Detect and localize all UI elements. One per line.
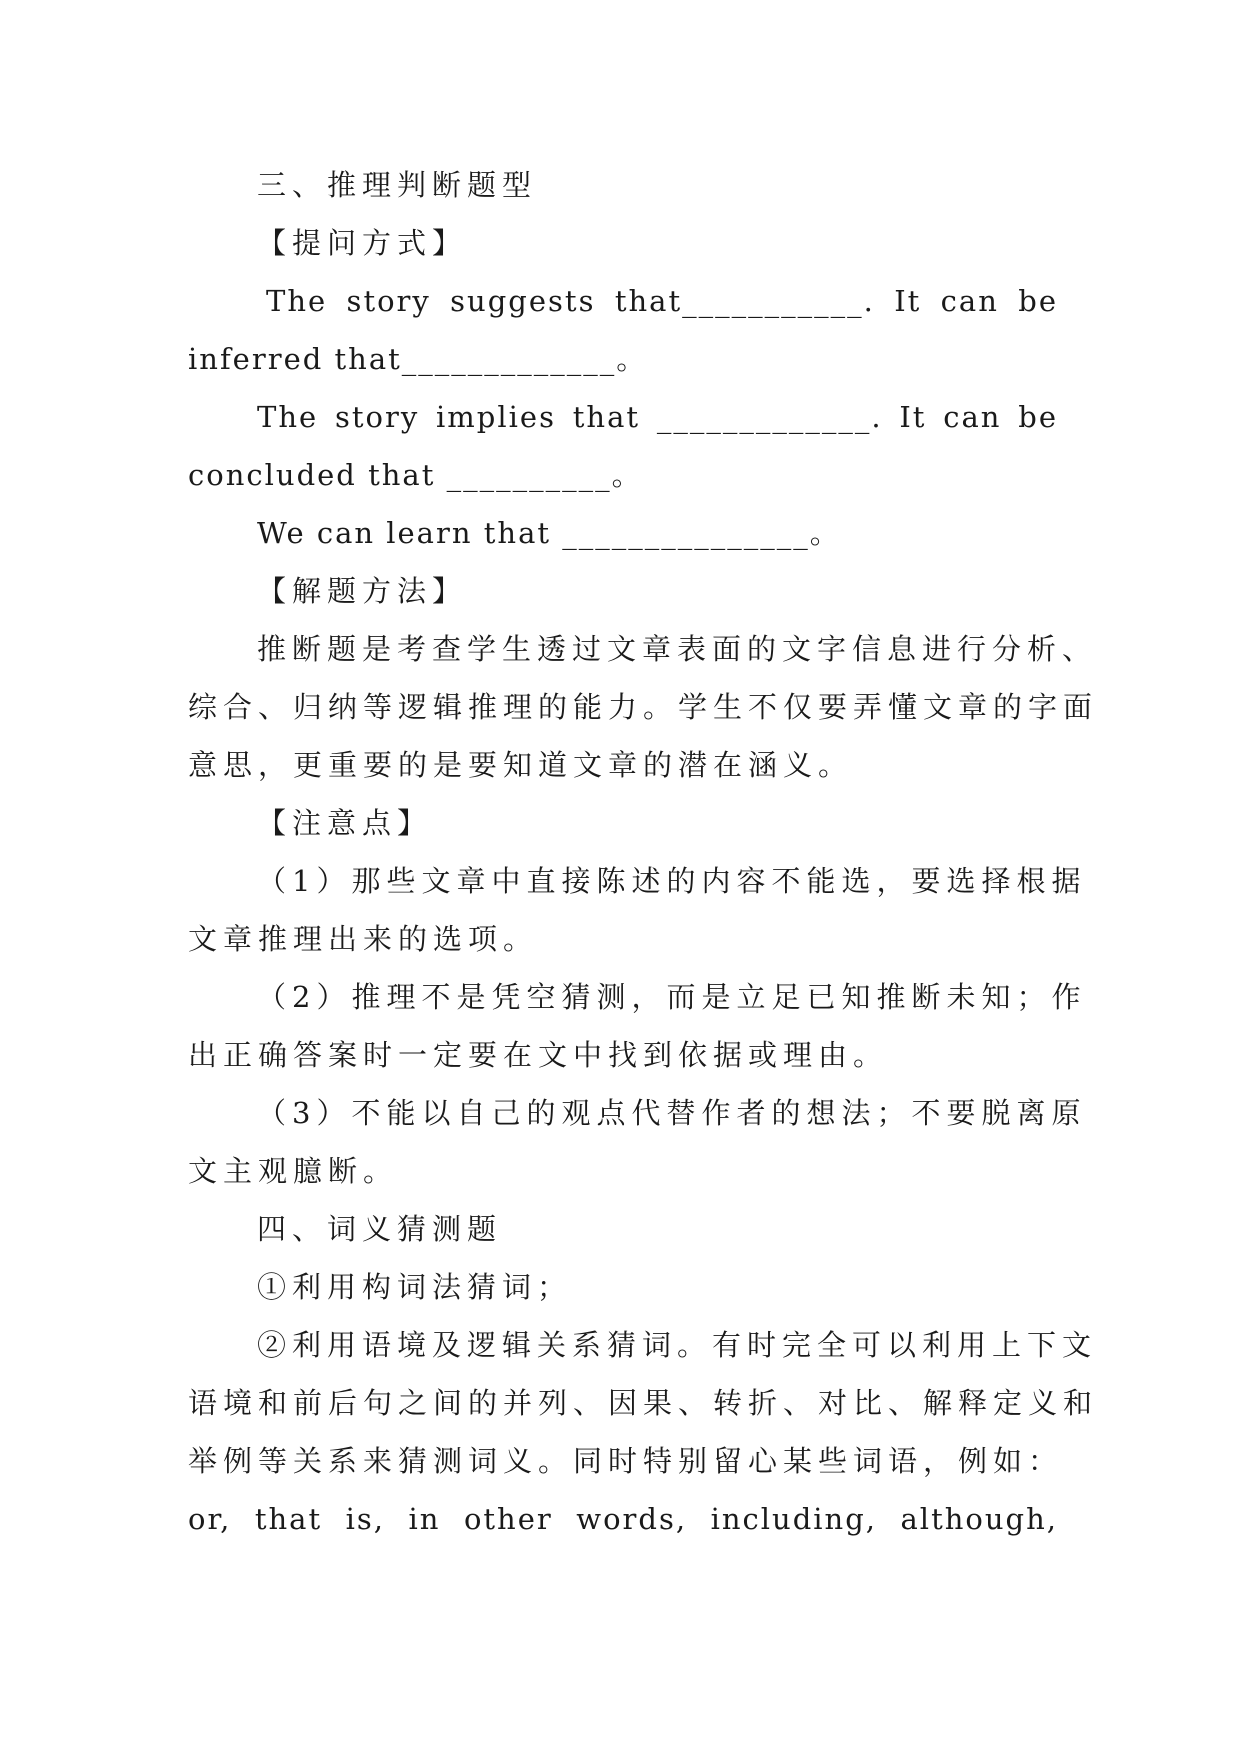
note-line: 文章推理出来的选项。 [188, 922, 539, 956]
question-pattern-line: The story suggests that___________. It can be [266, 284, 1058, 318]
subsection-title-method: 【解题方法】 [257, 574, 468, 608]
note-line: （3）不能以自己的观点代替作者的想法；不要脱离原 [257, 1096, 1087, 1130]
section-heading: 四、词义猜测题 [257, 1212, 503, 1246]
subsection-title-ask: 【提问方式】 [257, 226, 468, 260]
question-pattern-line: The story implies that _____________. It can be [257, 400, 1058, 434]
paragraph-line: 综合、归纳等逻辑推理的能力。学生不仅要弄懂文章的字面 [188, 690, 1099, 724]
paragraph-line: 意思，更重要的是要知道文章的潜在涵义。 [188, 748, 854, 782]
note-line: 文主观臆断。 [188, 1154, 399, 1188]
subsection-title-notes: 【注意点】 [257, 806, 433, 840]
question-pattern-line: We can learn that _______________。 [257, 516, 841, 550]
question-pattern-line: inferred that_____________。 [188, 342, 648, 376]
section-heading: 三、推理判断题型 [257, 168, 538, 202]
note-line: （1）那些文章中直接陈述的内容不能选，要选择根据 [257, 864, 1087, 898]
paragraph-line: or, that is, in other words, including, although, [188, 1502, 1058, 1536]
paragraph-line: 举例等关系来猜测词义。同时特别留心某些词语，例如： [188, 1444, 1064, 1478]
note-line: （2）推理不是凭空猜测，而是立足已知推断未知；作 [257, 980, 1087, 1014]
paragraph-line: 语境和前后句之间的并列、因果、转折、对比、解释定义和 [188, 1386, 1099, 1420]
list-item: ②利用语境及逻辑关系猜词。有时完全可以利用上下文 [257, 1328, 1098, 1362]
list-item: ①利用构词法猜词； [257, 1270, 573, 1304]
paragraph-line: 推断题是考查学生透过文章表面的文字信息进行分析、 [257, 632, 1098, 666]
note-line: 出正确答案时一定要在文中找到依据或理由。 [188, 1038, 889, 1072]
question-pattern-line: concluded that __________。 [188, 458, 643, 492]
